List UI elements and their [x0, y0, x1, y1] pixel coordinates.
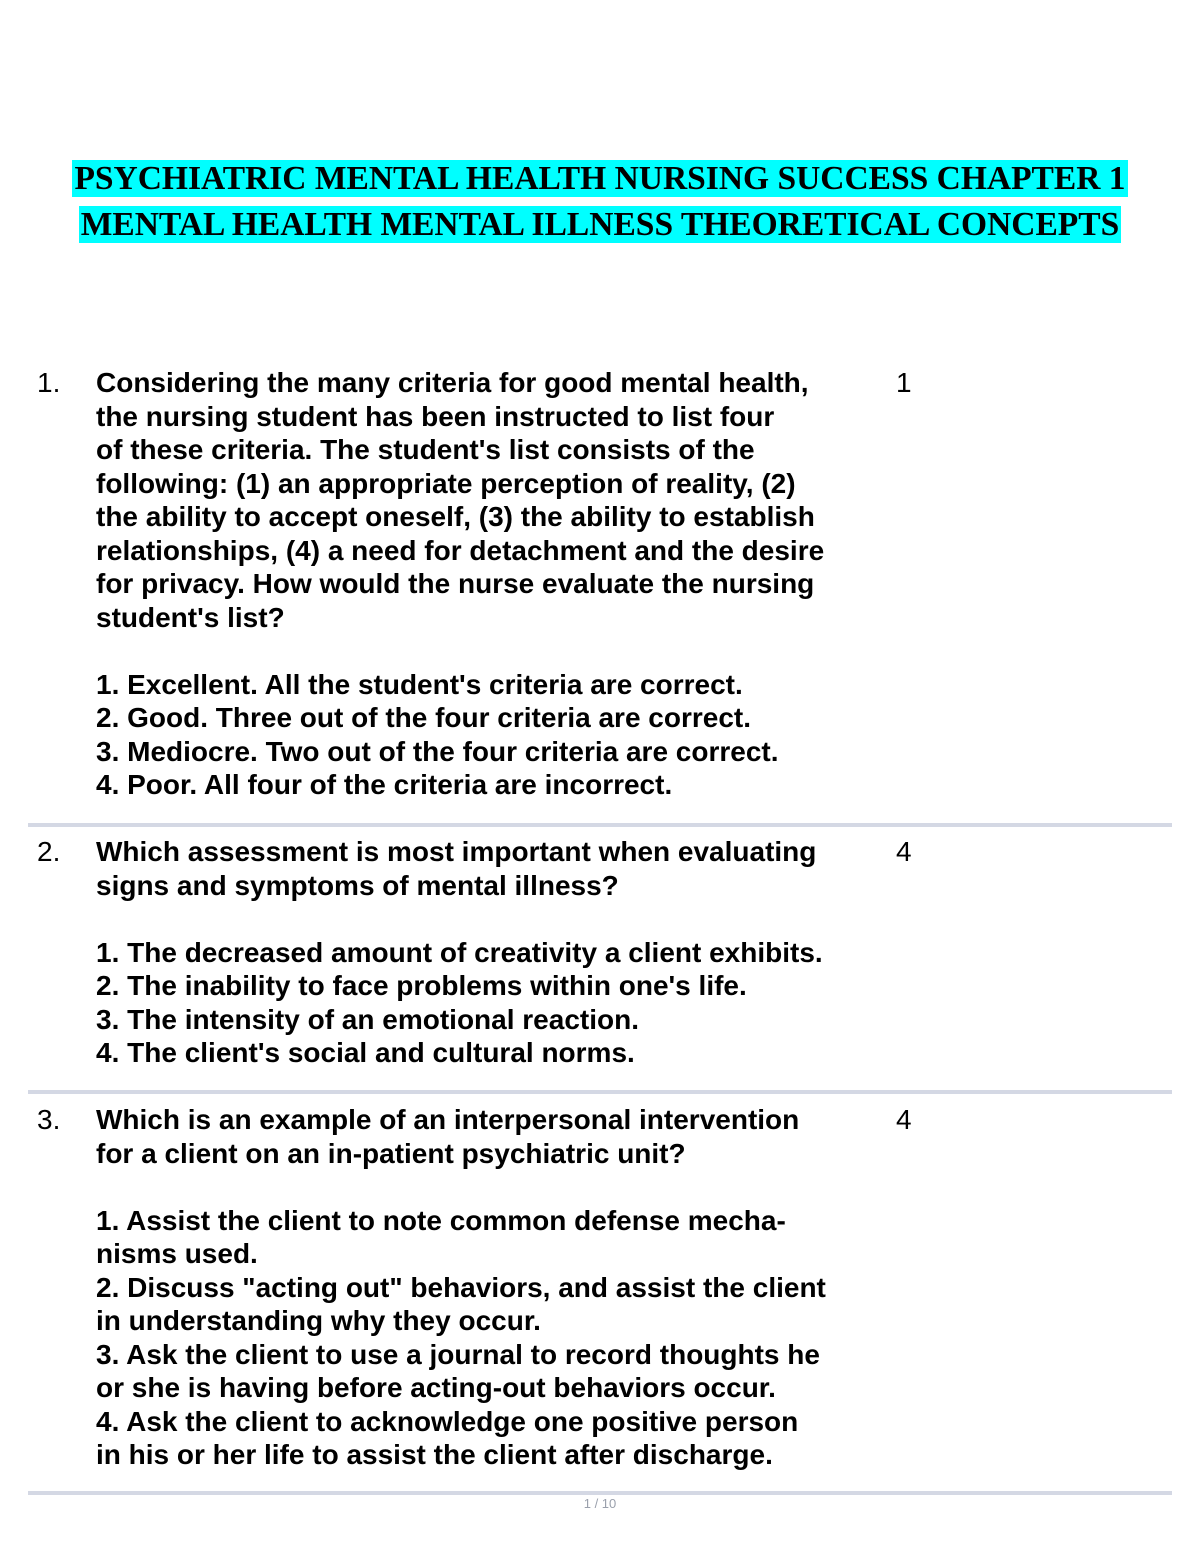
answer-options: [96, 668, 896, 802]
page-indicator: 1 / 10: [583, 1496, 617, 1511]
question-text: Considering the many criteria for good mental health, the nursing student has been instructed to list four of these criteria. The student's list consists of the following: (1) an appropriate perception of reality, (2) the ability to accept oneself, (3) the ability to establish relationships, (4) a need for detachment and the desire for privacy. How would the nurse evaluate the nursing student's list?: [96, 367, 825, 633]
answer-option: 2. Good. Three out of the four criteria are correct.: [96, 702, 752, 733]
answer-option: 4. The client's social and cultural norms.: [96, 1037, 635, 1068]
question-divider: [28, 1090, 1172, 1094]
answer-options: [96, 936, 896, 1070]
question-divider: [28, 1491, 1172, 1495]
answer-option: 2. Discuss "acting out" behaviors, and assist the client in understanding why they occur.: [96, 1271, 826, 1336]
question-text: Which is an example of an interpersonal intervention for a client on an in-patient psychiatric unit?: [96, 1104, 800, 1169]
answer-option: 3. Ask the client to use a journal to record thoughts he or she is having before acting-out behaviors occur.: [96, 1338, 820, 1403]
question-content: [96, 1103, 896, 1472]
correct-answer: 4: [896, 1104, 912, 1135]
question-number: 3.: [37, 1104, 61, 1135]
document-title: [0, 156, 1200, 248]
answer-option: 3. Mediocre. Two out of the four criteria are correct.: [96, 735, 779, 767]
title-line-1: PSYCHIATRIC MENTAL HEALTH NURSING SUCCESS CHAPTER 1: [74, 160, 1126, 197]
question-content: [96, 366, 896, 802]
question-number: 2.: [37, 836, 61, 867]
question-divider: [28, 823, 1172, 827]
correct-answer: 4: [896, 836, 912, 867]
question-number: 1.: [37, 367, 61, 398]
answer-option: 2. The inability to face problems within one's life.: [96, 970, 747, 1001]
title-line-2: MENTAL HEALTH MENTAL ILLNESS THEORETICAL CONCEPTS: [80, 206, 1120, 243]
correct-answer: 1: [896, 367, 912, 398]
answer-option: 3. The intensity of an emotional reaction.: [96, 1003, 639, 1035]
answer-option: 4. Poor. All four of the criteria are incorrect.: [96, 769, 673, 800]
answer-option: 1. Excellent. All the student's criteria are correct.: [96, 668, 743, 700]
answer-options: [96, 1204, 896, 1472]
question-text: Which assessment is most important when evaluating signs and symptoms of mental illness?: [96, 836, 817, 901]
answer-option: 4. Ask the client to acknowledge one positive person in his or her life to assist the client after discharge.: [96, 1405, 799, 1470]
answer-option: 1. Assist the client to note common defense mecha- nisms used.: [96, 1204, 786, 1269]
question-content: [96, 835, 896, 1070]
answer-option: 1. The decreased amount of creativity a client exhibits.: [96, 936, 823, 968]
